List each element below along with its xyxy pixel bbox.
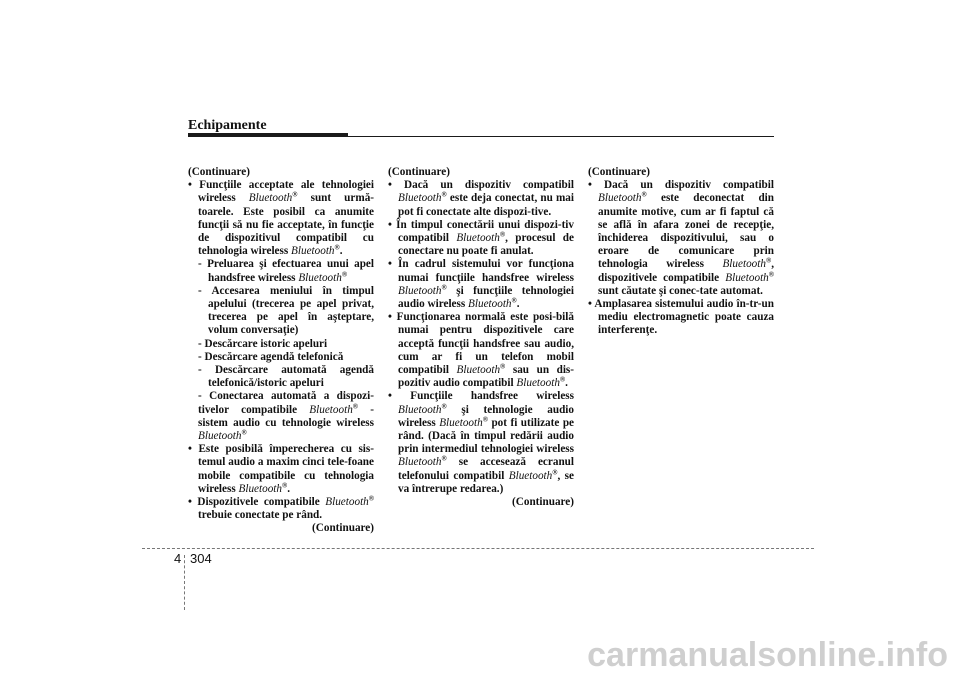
continued-label-end: (Continuare): [312, 522, 374, 535]
page-number: 304: [190, 551, 212, 566]
page-header-title: Echipamente: [188, 118, 267, 133]
dash-item-phonebook: - Descărcare agendă telefonică: [198, 350, 344, 363]
bullet-pairing-limit: • Este posibilă împerecherea cu sis-temul audio a maxim cinci tele-foane mobile compatibile cu tehnologia wireless Bluetooth®.: [188, 443, 374, 495]
bullet-one-at-a-time: • Dispozitivele compatibile Bluetooth® trebuie conectate pe rând.: [188, 494, 374, 522]
text-column-2: [388, 166, 574, 509]
dash-item-menu-access: - Accesarea meniului în timpul apelului (trecerea pe apel privat, trecerea pe apel în aşteptare, volum conversaţie): [198, 284, 374, 337]
continued-label: (Continuare): [388, 166, 450, 178]
text-column-1: [188, 166, 374, 536]
chapter-number: 4: [174, 551, 182, 566]
header-thin-rule: [188, 136, 774, 137]
dash-item-auto-connect: - Conectarea automată a dispozi-tivelor compatibile Bluetooth® - sistem audio cu tehnologie wireless Bluetooth®: [198, 390, 375, 443]
continued-label-end: (Continuare): [512, 496, 574, 509]
bullet-normal-operation: • Funcţionarea normală este posi-bilă numai pentru dispozitivele care acceptă funcţii handsfree sau audio, cum ar fi un telefon mobil compatibil Bluetooth® sau un dis-pozitiv audio compatibil Bluetooth®.: [388, 311, 575, 390]
bullet-connecting-cancel: • În timpul conectării unui dispozi-tiv compatibil Bluetooth®, procesul de conectare nu poate fi anulat.: [388, 218, 574, 258]
watermark-text: carmanualsonline.info: [587, 636, 948, 674]
dash-item-handsfree-call: - Preluarea şi efectuarea unui apel handsfree wireless Bluetooth®: [198, 258, 374, 284]
bullet-disconnected: • Dacă un dispozitiv compatibil Bluetooth® este deconectat din anumite motive, cum ar fi faptul că se află în afara zonei de recepţie, închiderea dispozitivului, sau o eroare de comunicare prin tehnologia wireless Bluetooth®, dispozitivele compatibile Bluetooth® sunt căutate şi conec-tate automat.: [588, 179, 774, 297]
text-column-3: [588, 166, 774, 338]
bullet-already-connected: • Dacă un dispozitiv compatibil Bluetooth® este deja conectat, nu mai pot fi conectate alte dispozi-tive.: [388, 179, 575, 218]
footer-dashed-rule: [142, 548, 814, 549]
continued-label: (Continuare): [188, 166, 250, 178]
footer-vertical-rule: [184, 555, 185, 610]
continued-label: (Continuare): [588, 166, 650, 178]
bullet-supported-functions: • Funcţiile acceptate ale tehnologiei wireless Bluetooth® sunt urmă-toarele. Este posibil ca anumite funcţii să nu fie acceptate, în funcţie de dispozitivul compatibil cu tehnologia wireless Bluetooth®.: [188, 179, 375, 258]
bullet-interference: • Amplasarea sistemului audio în-tr-un mediu electromagnetic poate cauza interferenţe.: [588, 298, 774, 337]
bullet-supported-only: • În cadrul sistemului vor funcţiona numai funcţiile handsfree wireless Bluetooth® şi funcţiile tehnologiei audio wireless Bluetooth®.: [388, 258, 575, 311]
dash-item-call-history: - Descărcare istoric apeluri: [198, 337, 328, 350]
dash-item-auto-download: - Descărcare automată agendă telefonică/istoric apeluri: [198, 364, 374, 390]
bullet-handsfree-audio: • Funcţiile handsfree wireless Bluetooth® şi tehnologie audio wireless Bluetooth® pot fi utilizate pe rând. (Dacă în timpul redării audio prin intermediul tehnologiei wireless Bluetooth® se accesează ecranul telefonului compatibil Bluetooth®, se va întrerupe redarea.): [388, 390, 575, 495]
